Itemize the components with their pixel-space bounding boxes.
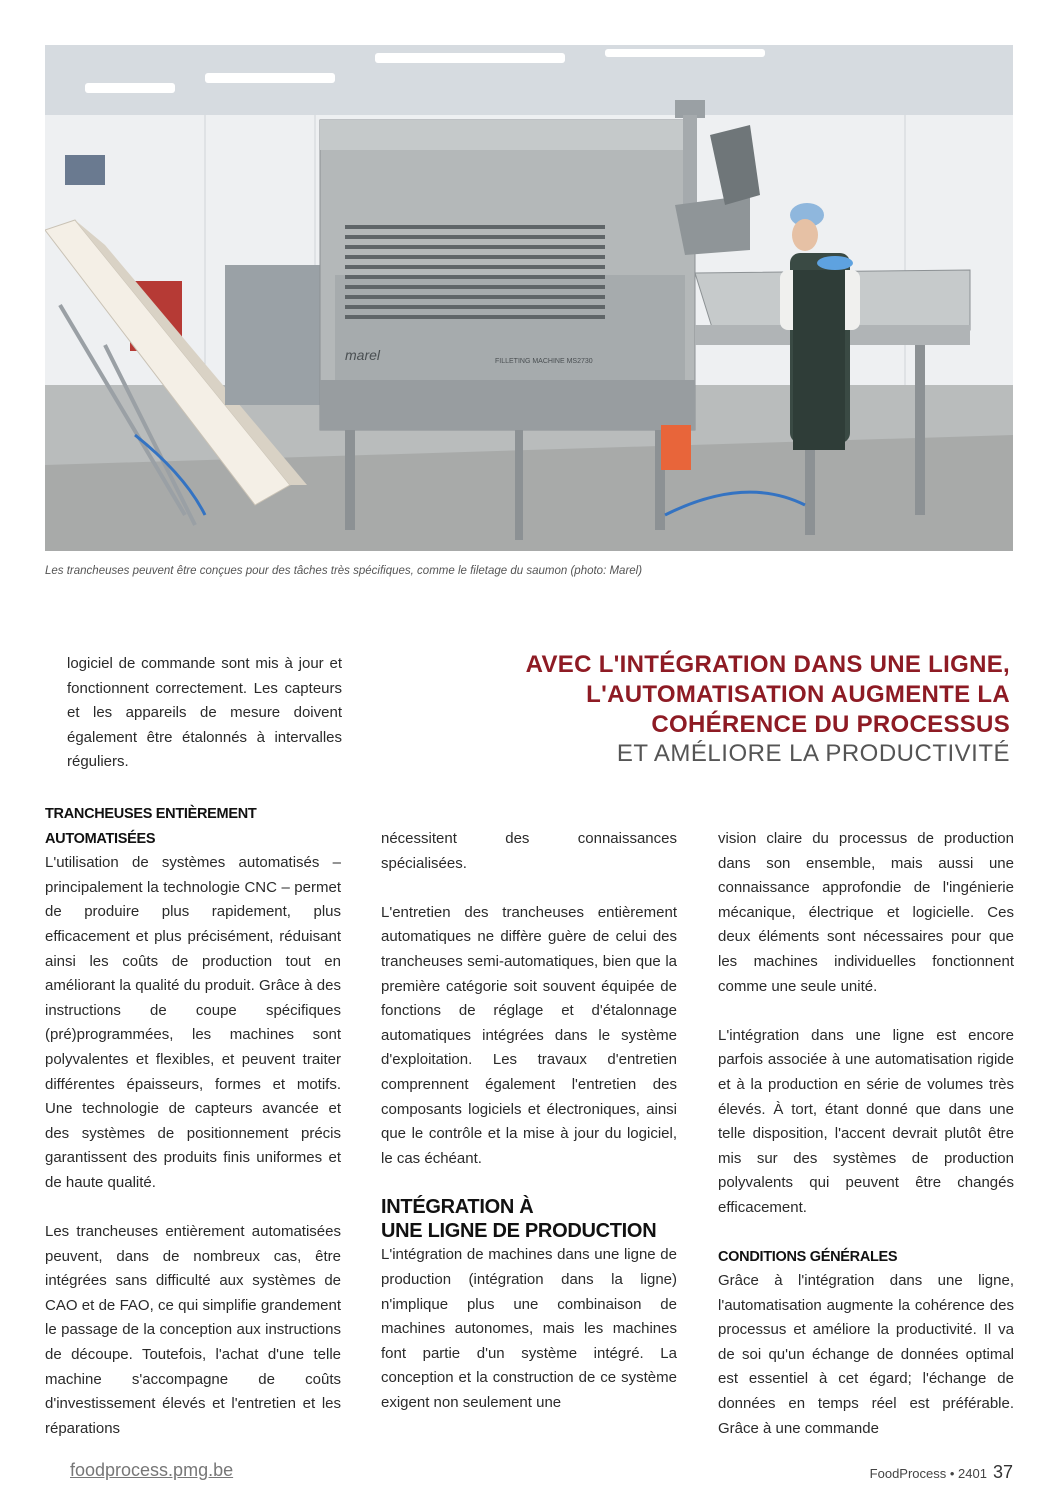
section-heading-line: INTÉGRATION À xyxy=(381,1196,534,1219)
pull-quote xyxy=(420,650,1010,768)
section-heading-line: UNE LIGNE DE PRODUCTION xyxy=(381,1220,657,1243)
section-heading xyxy=(381,1195,677,1243)
website-link[interactable]: foodprocess.pmg.be xyxy=(70,1460,234,1480)
body-paragraph: L'entretien des trancheuses entièrement automatiques ne diffère guère de celui des trancheuses semi-automatiques, bien que la première catégorie soit souvent équipée de fonctions de réglage et d'étalonnage automatiques intégrées dans le système d'exploitation. Les travaux d'entretien comprennent également l'entretien des composants logiciels et électroniques, ainsi que le contrôle et la mise à jour du logiciel, le cas échéant. xyxy=(381,903,677,1167)
pull-quote-subline: ET AMÉLIORE LA PRODUCTIVITÉ xyxy=(616,740,1010,767)
page-footer xyxy=(870,1462,1013,1483)
machine-brand-label: marel xyxy=(345,347,381,363)
section-heading-line: AUTOMATISÉES xyxy=(45,830,156,847)
column-1 xyxy=(45,802,341,1441)
pull-quote-line: COHÉRENCE DU PROCESSUS xyxy=(651,711,1010,738)
article-photo xyxy=(45,45,1013,551)
body-paragraph: vision claire du processus de production dans son ensemble, mais aussi une connaissance approfondie de l'ingénierie mécanique, électrique et logicielle. Ces deux éléments sont nécessaires pour que les machines individuelles fonctionnent comme une seule unité. xyxy=(718,830,1014,995)
body-paragraph: L'intégration dans une ligne est encore parfois associée à une automatisation rigide et à la production en série de volumes très élevés. À tort, étant donné que dans une telle disposition, l'accent devrait plutôt être mis sur des systèmes de production polyvalents qui peuvent être changés efficacement. xyxy=(718,1026,1014,1216)
column-2 xyxy=(381,827,677,1415)
pull-quote-line: L'AUTOMATISATION AUGMENTE LA xyxy=(586,681,1010,708)
body-paragraph: nécessitent des connaissances spécialisées. xyxy=(381,830,677,872)
pull-quote-line: AVEC L'INTÉGRATION DANS UNE LIGNE, xyxy=(525,651,1010,678)
intro-paragraph: logiciel de commande sont mis à jour et fonctionnent correctement. Les capteurs et les appareils de mesure doivent également être étalonnés à intervalles réguliers. xyxy=(67,655,342,771)
page-number: 37 xyxy=(992,1462,1013,1482)
photo-caption: Les trancheuses peuvent être conçues pour des tâches très spécifiques, comme le filetage du saumon (photo: Marel) xyxy=(45,565,643,577)
filleting-machine-illustration xyxy=(45,45,1013,551)
body-paragraph: Les trancheuses entièrement automatisées peuvent, dans de nombreux cas, être intégrées sans difficulté aux systèmes de CAO et de FAO, ce qui simplifie grandement le passage de la conception aux instructions de découpe. Toutefois, l'achat d'une telle machine s'accompagne de coûts d'investissement élevés et l'entretien et les réparations xyxy=(45,1223,341,1437)
section-heading xyxy=(45,802,341,851)
body-paragraph: Grâce à l'intégration dans une ligne, l'automatisation augmente la cohérence des processus et améliore la productivité. Il va de soi qu'un échange de données optimal est essentiel à cet égard; l'échange de données en temps réel est préférable. Grâce à une commande xyxy=(718,1272,1014,1437)
section-heading-line: TRANCHEUSES ENTIÈREMENT xyxy=(45,806,257,822)
machine-model-label: FILLETING MACHINE MS2730 xyxy=(495,358,593,365)
column-3 xyxy=(718,827,1014,1441)
body-paragraph: L'utilisation de systèmes automatisés – principalement la technologie CNC – permet de produire plus rapidement, plus efficacement et plus précisément, réduisant ainsi les coûts de production tout en améliorant la qualité du produit. Grâce à des instructions de coupe spécifiques (pré)programmées, les machines sont polyvalentes et flexibles, et peuvent traiter différentes épaisseurs, formes et motifs. Une technologie de capteurs avancée et des systèmes de positionnement précis garantissent des produits finis uniformes et de haute qualité. xyxy=(45,854,341,1191)
magazine-issue: FoodProcess • 2401 xyxy=(869,1466,987,1481)
body-paragraph: L'intégration de machines dans une ligne de production (intégration dans la ligne) n'implique plus une combinaison de machines autonomes, mais les machines font partie d'un système intégré. La conception et la construction de ce système exigent non seulement une xyxy=(381,1246,677,1411)
section-heading: CONDITIONS GÉNÉRALES xyxy=(718,1248,898,1265)
